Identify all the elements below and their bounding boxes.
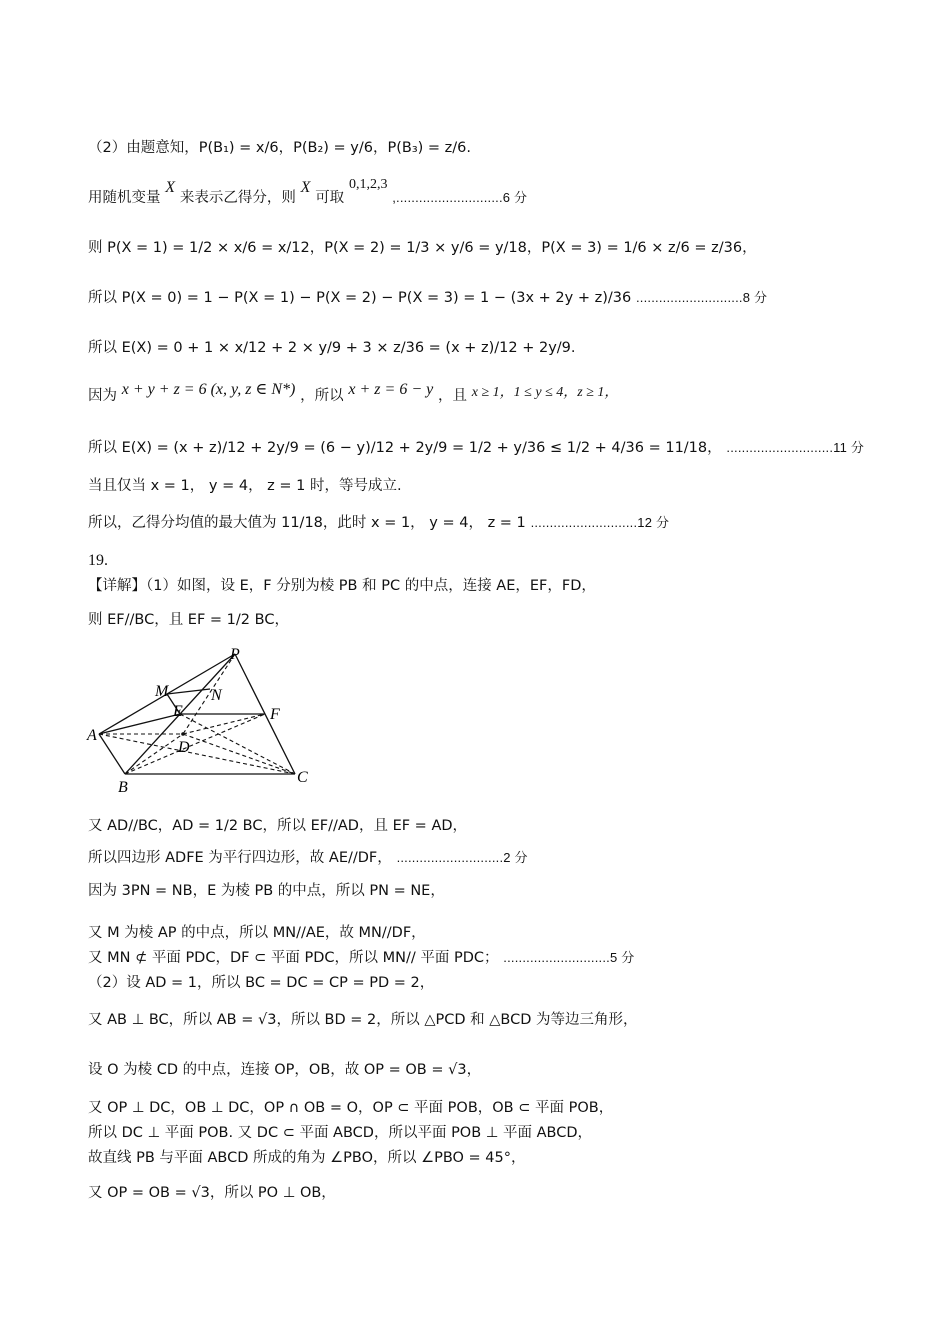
edge-EC xyxy=(180,714,295,774)
score-marker: ,............................6 分 xyxy=(392,190,528,205)
values: 0,1,2,3 xyxy=(348,177,388,192)
line-15 xyxy=(88,883,445,899)
edge-AC xyxy=(99,734,295,774)
text: 所以 P(X = 0) = 1 − P(X = 1) − P(X = 2) − P(X = 3) = 1 − (3x + 2y + z)/36 xyxy=(88,290,632,306)
text: 又 AB ⊥ BC，所以 AB = √3，所以 BD = 2，所以 △PCD 和 △BCD 为等边三角形， xyxy=(88,1012,638,1028)
text: 又 M 为棱 AP 的中点，所以 MN//AE，故 MN//DF， xyxy=(88,925,426,941)
text: 又 OP ⊥ DC，OB ⊥ DC，OP ∩ OB = O，OP ⊂ 平面 POB，OB ⊂ 平面 POB， xyxy=(88,1100,614,1116)
line-3 xyxy=(88,240,757,256)
edge-PD xyxy=(183,654,235,734)
label-A: A xyxy=(87,727,97,744)
line-8 xyxy=(88,478,402,494)
line-1 xyxy=(88,140,471,156)
score-marker: ............................11 分 xyxy=(726,440,865,455)
text: 所以四边形 ADFE 为平行四边形，故 AE//DF， xyxy=(88,850,392,866)
line-16 xyxy=(88,925,426,941)
text: 用随机变量 xyxy=(88,190,161,206)
line-7 xyxy=(88,440,864,456)
line-24 xyxy=(88,1185,336,1201)
label-B: B xyxy=(118,779,128,796)
line-2 xyxy=(88,177,528,206)
line-20 xyxy=(88,1062,481,1078)
line-6 xyxy=(88,381,619,404)
pyramid-figure xyxy=(85,642,325,797)
text: （2）设 AD = 1，所以 BC = DC = CP = PD = 2， xyxy=(88,975,435,991)
line-17 xyxy=(88,950,634,966)
text: 所以 E(X) = (x + z)/12 + 2y/9 = (6 − y)/12 + 2y/9 = 1/2 + y/36 ≤ 1/2 + 4/36 = 11/18， xyxy=(88,440,722,456)
label-E: E xyxy=(173,703,183,720)
text: 来表示乙得分，则 xyxy=(179,190,296,206)
text: 当且仅当 x = 1， y = 4， z = 1 时，等号成立. xyxy=(88,478,402,494)
score-marker: ............................2 分 xyxy=(396,850,528,865)
score-marker: ............................12 分 xyxy=(530,515,670,530)
text: ，所以 xyxy=(300,388,344,404)
text: 所以，乙得分均值的最大值为 11/18，此时 x = 1， y = 4， z = 1 xyxy=(88,515,526,531)
line-11 xyxy=(88,578,596,594)
text: 又 MN ⊄ 平面 PDC，DF ⊂ 平面 PDC，所以 MN// 平面 PDC； xyxy=(88,950,499,966)
var-x: X xyxy=(300,179,311,196)
label-D: D xyxy=(178,739,190,756)
score-marker: ............................5 分 xyxy=(503,950,635,965)
edge-BD xyxy=(125,734,183,774)
text: 可取 xyxy=(315,190,345,206)
text: 又 AD//BC，AD = 1/2 BC，所以 EF//AD，且 EF = AD， xyxy=(88,818,468,834)
text: 因为 3PN = NB，E 为棱 PB 的中点，所以 PN = NE， xyxy=(88,883,445,899)
text: 则 EF//BC，且 EF = 1/2 BC， xyxy=(88,612,289,628)
text: 因为 xyxy=(88,388,117,404)
problem-number xyxy=(88,553,108,569)
text: （2）由题意知，P(B₁) = x/6，P(B₂) = y/6，P(B₃) = z/6. xyxy=(88,140,471,156)
text: 则 P(X = 1) = 1/2 × x/6 = x/12，P(X = 2) = 1/3 × y/6 = y/18，P(X = 3) = 1/6 × z/6 = z/36， xyxy=(88,240,757,256)
line-12 xyxy=(88,612,289,628)
text: 【详解】（1）如图，设 E，F 分别为棱 PB 和 PC 的中点，连接 AE，EF，FD， xyxy=(88,578,596,594)
line-19 xyxy=(88,1012,638,1028)
condition: x + y + z = 6 (x, y, z ∈ N*) xyxy=(121,381,296,398)
text: 所以 E(X) = 0 + 1 × x/12 + 2 × y/9 + 3 × z/36 = (x + z)/12 + 2y/9. xyxy=(88,340,576,356)
text: 设 O 为棱 CD 的中点，连接 OP，OB，故 OP = OB = √3， xyxy=(88,1062,482,1078)
line-23 xyxy=(88,1150,526,1166)
score-marker: ............................8 分 xyxy=(636,290,768,305)
label-F: F xyxy=(270,706,280,723)
label-P: P xyxy=(230,646,240,663)
text: 又 OP = OB = √3，所以 PO ⊥ OB， xyxy=(88,1185,336,1201)
expr: x + z = 6 − y xyxy=(348,381,434,398)
var-x: X xyxy=(165,179,176,196)
line-5 xyxy=(88,340,576,356)
line-14 xyxy=(88,850,528,866)
bounds: x ≥ 1，1 ≤ y ≤ 4，z ≥ 1， xyxy=(471,385,619,400)
line-21 xyxy=(88,1100,613,1116)
text: 19. xyxy=(88,552,108,569)
edge-AE xyxy=(99,714,180,734)
label-N: N xyxy=(211,687,222,704)
text: ，且 xyxy=(438,388,467,404)
line-4 xyxy=(88,290,767,306)
text: 所以 DC ⊥ 平面 POB. 又 DC ⊂ 平面 ABCD，所以平面 POB ⊥ 平面 ABCD， xyxy=(88,1125,593,1141)
point-D xyxy=(181,732,185,736)
label-M: M xyxy=(155,683,169,700)
line-18 xyxy=(88,975,434,991)
line-22 xyxy=(88,1125,592,1141)
label-C: C xyxy=(297,769,308,786)
text: 故直线 PB 与平面 ABCD 所成的角为 ∠PBO，所以 ∠PBO = 45°， xyxy=(88,1150,526,1166)
line-9 xyxy=(88,515,669,531)
line-13 xyxy=(88,818,467,834)
edge-AB xyxy=(99,734,125,774)
